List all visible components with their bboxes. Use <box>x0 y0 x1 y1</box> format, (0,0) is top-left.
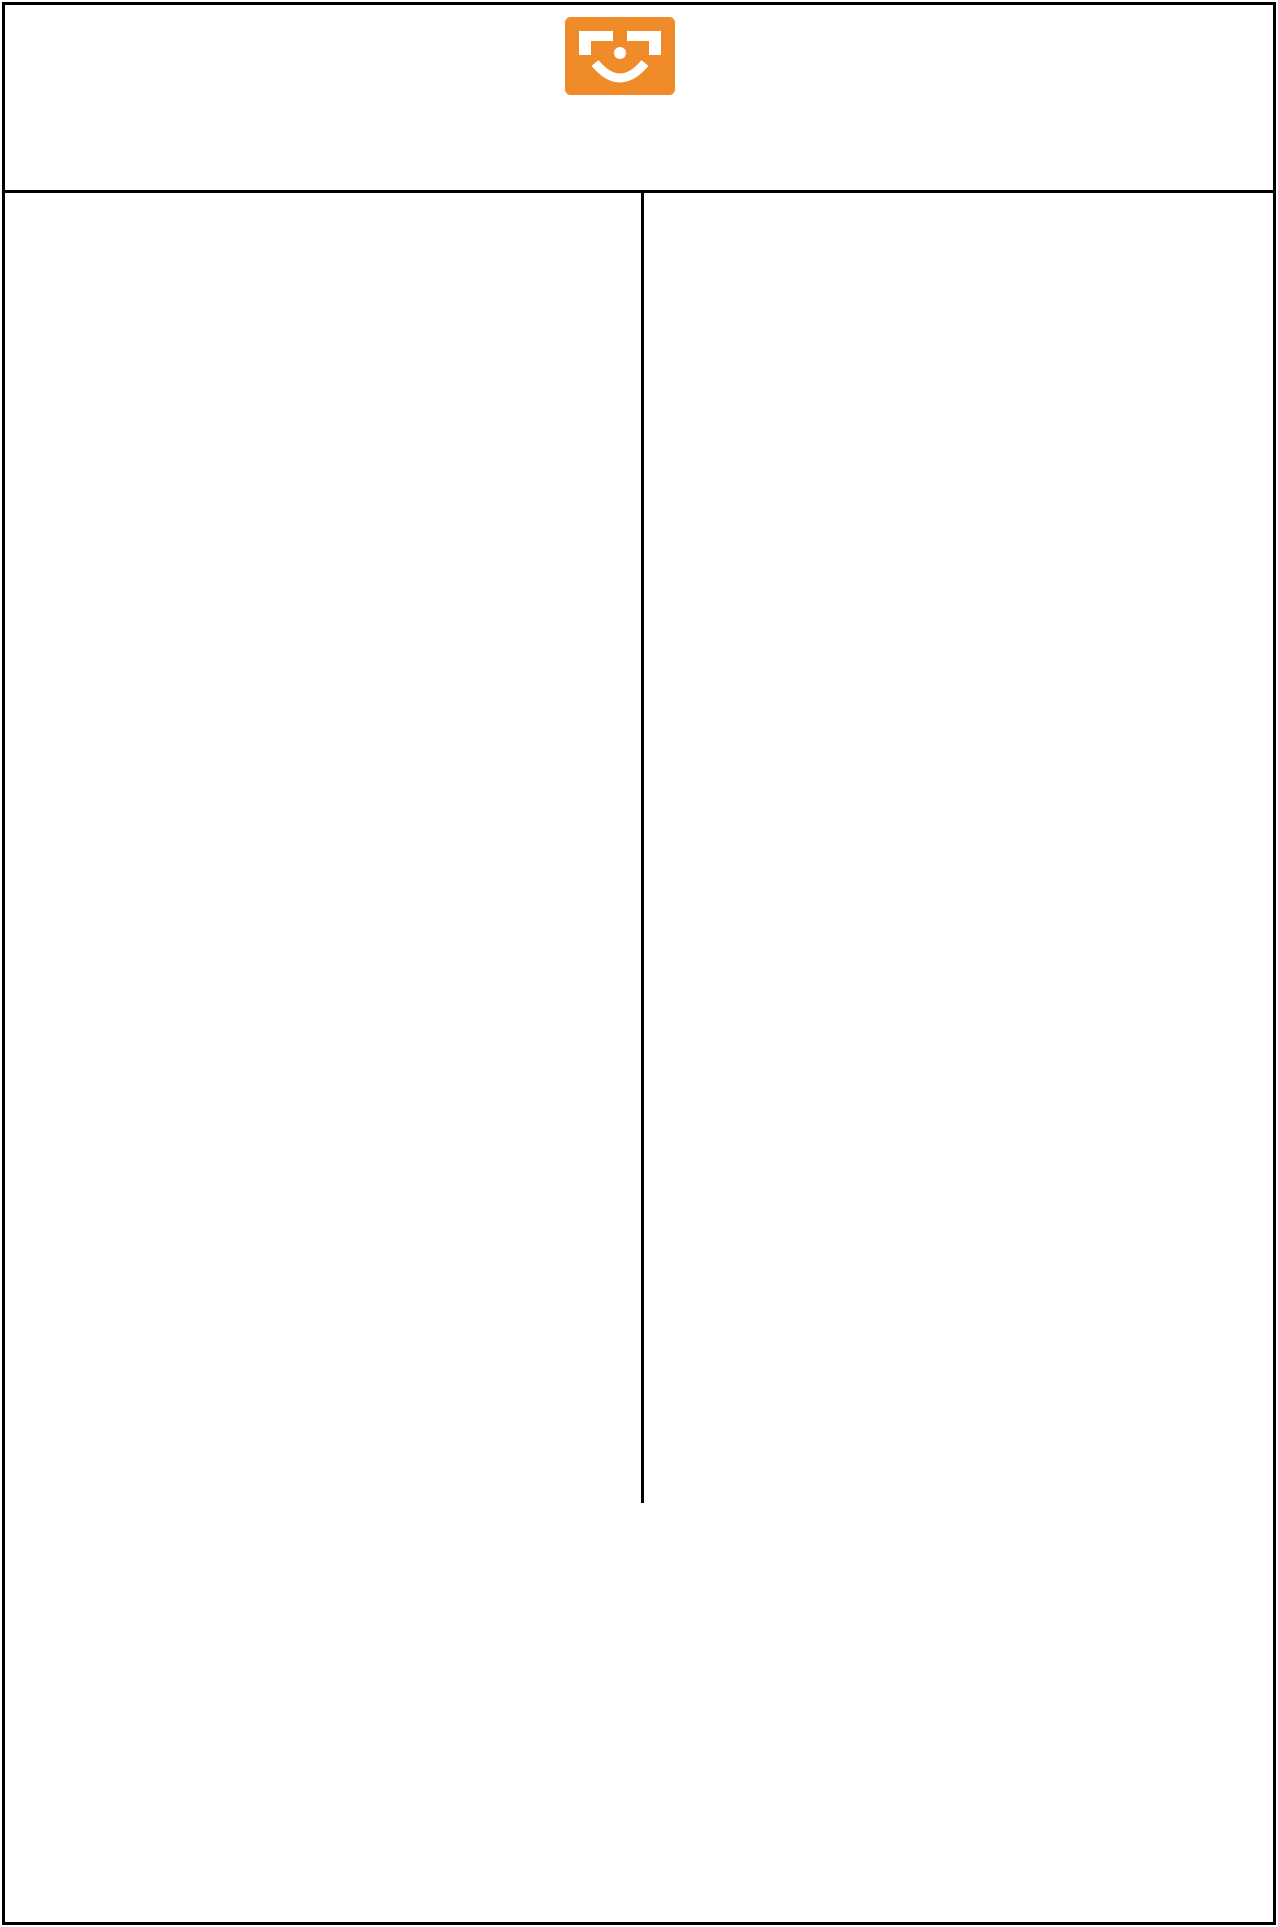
church-logo <box>565 17 675 95</box>
bulletin-page <box>2 2 1276 1925</box>
column-divider <box>641 193 644 1503</box>
header <box>5 5 1273 193</box>
logo-mark-icon <box>565 17 675 95</box>
